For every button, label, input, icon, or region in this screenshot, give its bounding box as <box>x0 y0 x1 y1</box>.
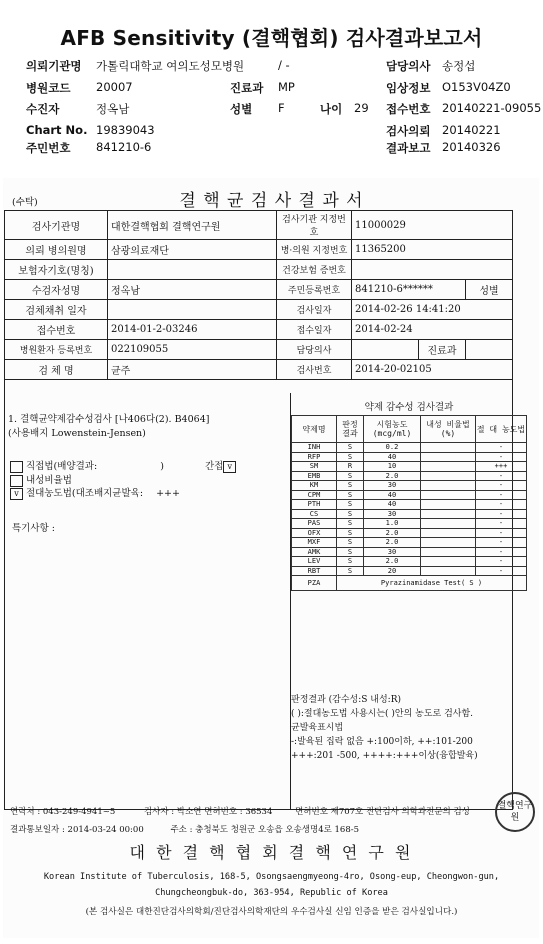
header-doctor-label: 담당의사 <box>386 59 431 73</box>
drug-ratio <box>421 471 476 481</box>
collect-label: 검체채취 일자 <box>5 300 108 320</box>
age-value: 29 <box>354 101 369 115</box>
drug-ratio <box>421 509 476 519</box>
drug-name: KM <box>292 481 337 491</box>
header-rrn-label: 주민번호 <box>26 141 71 155</box>
drug-result: S <box>337 443 364 453</box>
header-sex-label: 성별 <box>230 102 253 116</box>
test-date-label: 검사일자 <box>277 300 352 320</box>
chart-value: 19839043 <box>96 123 155 137</box>
header-patient-label: 수진자 <box>26 102 60 116</box>
hospital-value: 가톨릭대학교 여의도성모병원 <box>96 59 245 73</box>
col-drug: 약제명 <box>292 416 337 443</box>
drug-result: R <box>337 462 364 472</box>
drug-result: S <box>337 519 364 529</box>
drug-row <box>292 566 527 576</box>
result-value: 20140326 <box>442 140 501 154</box>
drug-conc: 10 <box>364 462 421 472</box>
col-absolute: 절 대 농도법 <box>476 416 527 443</box>
drug-row <box>292 481 527 491</box>
drug-ratio <box>421 462 476 472</box>
sex-label: 성별 <box>466 280 513 300</box>
drug-absolute: - <box>476 538 527 548</box>
drug-ratio <box>421 528 476 538</box>
drug-row <box>292 557 527 567</box>
drug-conc: 30 <box>364 547 421 557</box>
drug-ratio <box>421 519 476 529</box>
drug-row <box>292 509 527 519</box>
report-date: 결과통보일자 : 2014-03-24 00:00 <box>10 825 144 835</box>
pza-row <box>292 576 527 591</box>
drug-conc: 30 <box>364 509 421 519</box>
rrn-value: 841210-6 <box>96 140 152 154</box>
drug-table-title: 약제 감수성 검사결과 <box>364 402 454 413</box>
insurance-cert-label: 건강보험 증번호 <box>277 260 352 280</box>
examiner: 검사자 : 박소연 면허번호 : 36534 <box>143 807 273 817</box>
header-hospital: 의뢰기관명 <box>26 59 82 73</box>
specimen-label: 검 체 명 <box>5 360 108 380</box>
drug-row <box>292 443 527 453</box>
drug-conc: 30 <box>364 481 421 491</box>
drug-result: S <box>337 566 364 576</box>
agency-code-value: 11000029 <box>352 211 513 240</box>
drug-result: S <box>337 557 364 567</box>
drug-row <box>292 500 527 510</box>
test-title: 1. 결핵균약제감수성검사 <box>8 414 112 425</box>
report-title: AFB Sensitivity (결핵협회) 검사결과보고서 <box>60 26 483 50</box>
drug-conc: 40 <box>364 452 421 462</box>
dept-form-label: 진료과 <box>419 340 466 360</box>
drug-result: S <box>337 528 364 538</box>
rrn-label: 주민등록번호 <box>277 280 352 300</box>
legend-line: ( ):절대농도법 사용시는( )안의 농도로 검사함. <box>291 709 474 719</box>
license: 면허번호 제707호 진단검사 의학과전문의 김성 <box>295 807 470 817</box>
drug-ratio <box>421 443 476 453</box>
address: 주소 : 충청북도 청원군 오송읍 오송생명4로 168-5 <box>170 825 360 835</box>
code-value: 20007 <box>96 80 133 94</box>
drug-row <box>292 490 527 500</box>
direct-checkbox <box>10 461 23 473</box>
drug-absolute: - <box>476 481 527 491</box>
drug-table <box>291 415 527 591</box>
direct-label: 직접법(배양결과: <box>26 461 98 472</box>
drug-ratio <box>421 500 476 510</box>
rrn-form-value: 841210-6****** <box>352 280 466 300</box>
drug-table-header <box>292 416 527 443</box>
drug-result: S <box>337 471 364 481</box>
drug-name: LEV <box>292 557 337 567</box>
drug-name: INH <box>292 443 337 453</box>
drug-ratio <box>421 481 476 491</box>
org-english-2: Chungcheongbuk-do, 363-954, Republic of Korea <box>155 888 388 898</box>
drug-result: S <box>337 547 364 557</box>
header-request-label: 검사의뢰 <box>386 124 431 138</box>
drug-absolute: - <box>476 500 527 510</box>
drug-row <box>292 452 527 462</box>
drug-name: RBT <box>292 566 337 576</box>
hospital-code-value: 11365200 <box>352 240 513 260</box>
indirect-label: 간접 <box>204 461 224 472</box>
legend-line: 판정결과 (감수성:S 내성:R) <box>291 695 401 705</box>
hospital-label: 의뢰 병의원명 <box>5 240 108 260</box>
test-code: [나406다(2). B4064] <box>114 414 210 425</box>
request-value: 20140221 <box>442 123 501 137</box>
drug-absolute: - <box>476 528 527 538</box>
hospital-form-value: 삼광의료재단 <box>108 240 277 260</box>
reg-label: 병원환자 등록번호 <box>5 340 108 360</box>
drug-ratio <box>421 566 476 576</box>
drug-absolute: - <box>476 490 527 500</box>
drug-conc: 20 <box>364 566 421 576</box>
drug-name: PTH <box>292 500 337 510</box>
drug-result: S <box>337 452 364 462</box>
header-age-label: 나이 <box>320 102 343 116</box>
drug-row <box>292 462 527 472</box>
drug-conc: 2.0 <box>364 471 421 481</box>
drug-absolute: - <box>476 452 527 462</box>
drug-conc: 2.0 <box>364 557 421 567</box>
drug-row <box>292 471 527 481</box>
test-no-label: 검사번호 <box>277 360 352 380</box>
absolute-method-row <box>10 485 180 500</box>
drug-result: S <box>337 538 364 548</box>
drug-absolute: - <box>476 566 527 576</box>
drug-ratio <box>421 547 476 557</box>
certification: (본 검사실은 대한진단검사의학회/진단검사의학재단의 우수검사실 신임 인증을 받은 검사실입니다.) <box>85 907 458 917</box>
dept-value: MP <box>278 80 295 94</box>
specimen-value: 균주 <box>108 360 277 380</box>
direct-method-row <box>10 458 239 473</box>
header-receipt-label: 접수번호 <box>386 102 431 116</box>
drug-name: CPM <box>292 490 337 500</box>
info-table <box>4 210 513 380</box>
hospital-suffix: / - <box>278 58 290 72</box>
medium-text: (사용배지 Lowenstein-Jensen) <box>8 428 146 439</box>
copy-mark: (수탁) <box>12 197 38 208</box>
drug-name: CS <box>292 509 337 519</box>
drug-ratio <box>421 452 476 462</box>
col-conc: 시험농도 (mcg/ml) <box>364 416 421 443</box>
doctor-form-label: 담당의사 <box>277 340 352 360</box>
header-chart-label: Chart No. <box>26 123 88 137</box>
drug-name: SM <box>292 462 337 472</box>
drug-row <box>292 547 527 557</box>
drug-absolute: - <box>476 557 527 567</box>
drug-conc: 0.2 <box>364 443 421 453</box>
header-clinical-label: 임상정보 <box>386 81 431 95</box>
patient-value: 정옥남 <box>96 102 130 116</box>
drug-result: S <box>337 481 364 491</box>
drug-ratio <box>421 557 476 567</box>
sex-value: F <box>278 101 285 115</box>
receipt-form-value: 2014-01-2-03246 <box>108 320 277 340</box>
legend-line: +++:201 -500, ++++:+++이상(융합발육) <box>291 751 478 761</box>
legend-line: 균발육표시법 <box>291 723 344 733</box>
doctor-value: 송정섭 <box>442 59 476 73</box>
legend <box>291 693 527 763</box>
header-result-label: 결과보고 <box>386 141 431 155</box>
org-name: 대 한 결 핵 협 회 결 핵 연 구 원 <box>129 843 414 862</box>
header-code-label: 병원코드 <box>26 81 71 95</box>
absolute-value: +++ <box>156 488 180 499</box>
drug-name: MXF <box>292 538 337 548</box>
patient-label: 수검자성명 <box>5 280 108 300</box>
footer-row-1 <box>10 805 470 817</box>
legend-line: -:발육된 집락 없음 +:100이하, ++:101-200 <box>291 737 473 747</box>
col-result: 판정 결과 <box>337 416 364 443</box>
drug-name: OFX <box>292 528 337 538</box>
drug-conc: 40 <box>364 490 421 500</box>
drug-conc: 1.0 <box>364 519 421 529</box>
absolute-checkbox: v <box>10 488 23 500</box>
drug-name: AMK <box>292 547 337 557</box>
indirect-checkbox: v <box>223 461 236 473</box>
absolute-label: 절대농도법(대조배지균발육: <box>26 488 144 499</box>
remarks-label: 특기사항 : <box>12 523 55 534</box>
direct-close: ) <box>160 461 164 472</box>
receipt-date-label: 접수일자 <box>277 320 352 340</box>
receipt-value: 20140221-09055 <box>442 101 542 115</box>
ratio-label: 내성비율법 <box>26 475 72 486</box>
clinical-value: O153V04Z0 <box>442 80 511 94</box>
pza-label: PZA <box>292 576 337 591</box>
patient-form-value: 정옥남 <box>108 280 277 300</box>
agency-label: 검사기관명 <box>5 211 108 240</box>
drug-absolute: - <box>476 471 527 481</box>
drug-conc: 2.0 <box>364 528 421 538</box>
drug-conc: 40 <box>364 500 421 510</box>
receipt-form-label: 접수번호 <box>5 320 108 340</box>
drug-conc: 2.0 <box>364 538 421 548</box>
drug-absolute: +++ <box>476 462 527 472</box>
drug-ratio <box>421 490 476 500</box>
receipt-date-value: 2014-02-24 <box>352 320 513 340</box>
drug-ratio <box>421 538 476 548</box>
drug-row <box>292 528 527 538</box>
drug-name: RFP <box>292 452 337 462</box>
agency-value: 대한결핵협회 결핵연구원 <box>108 211 277 240</box>
drug-result: S <box>337 500 364 510</box>
test-no-value: 2014-20-02105 <box>352 360 513 380</box>
drug-result: S <box>337 490 364 500</box>
stamp-text: 결핵연구원 <box>497 801 533 823</box>
col-ratio: 내성 비율법(%) <box>421 416 476 443</box>
footer-row-2 <box>10 823 359 835</box>
insurer-label: 보험자기호(명칭) <box>5 260 108 280</box>
drug-name: PAS <box>292 519 337 529</box>
org-english-1: Korean Institute of Tuberculosis, 168-5, Osongsaengmyeong-4ro, Osong-eup, Cheongwon-gun, <box>43 872 500 882</box>
hospital-code-label: 병·의원 지정번호 <box>277 240 352 260</box>
form-title: 결 핵 균 검 사 결 과 서 <box>179 191 364 211</box>
drug-absolute: - <box>476 443 527 453</box>
drug-absolute: - <box>476 519 527 529</box>
drug-name: EMB <box>292 471 337 481</box>
header-dept-label: 진료과 <box>230 81 264 95</box>
drug-row <box>292 519 527 529</box>
drug-absolute: - <box>476 547 527 557</box>
drug-row <box>292 538 527 548</box>
contact: 연락처 : 043-249-4941~5 <box>10 807 116 817</box>
agency-code-label: 검사기관 지정번호 <box>277 211 352 240</box>
official-stamp <box>495 792 535 832</box>
test-date-value: 2014-02-26 14:41:20 <box>352 300 513 320</box>
drug-result: S <box>337 509 364 519</box>
pza-value: Pyrazinamidase Test( S ) <box>337 576 527 591</box>
reg-value: 022109055 <box>108 340 277 360</box>
test-section <box>8 411 288 439</box>
drug-absolute: - <box>476 509 527 519</box>
